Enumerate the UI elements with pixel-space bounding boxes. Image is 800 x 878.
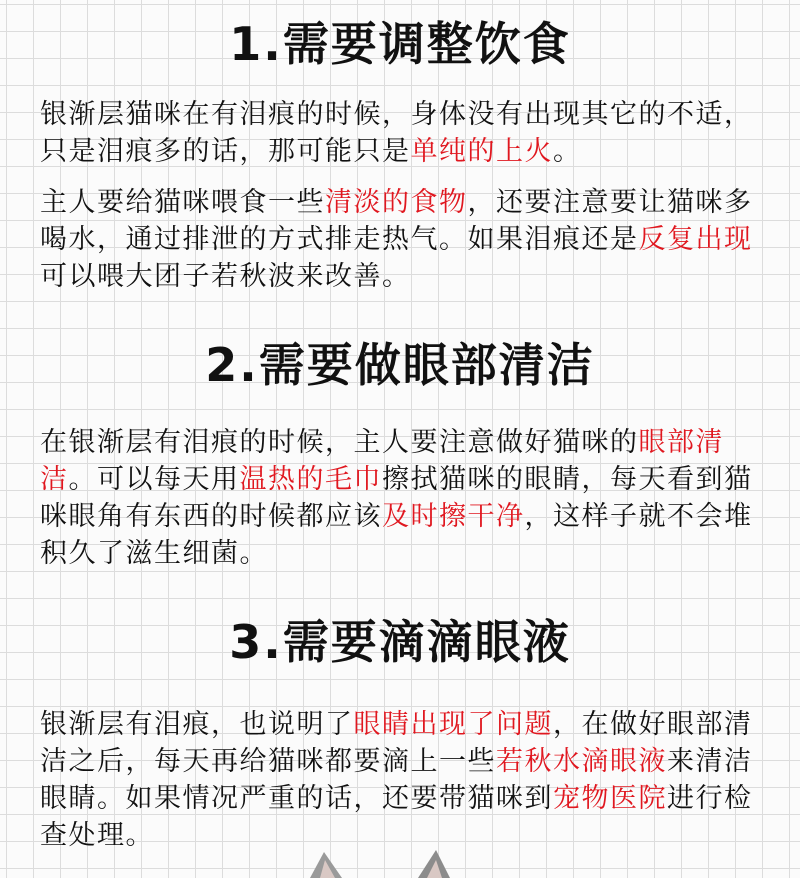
text-segment: 在银渐层有泪痕的时候，主人要注意做好猫咪的 [40, 427, 639, 458]
highlight-text: 反复出现 [638, 224, 753, 255]
text-segment: 银渐层有泪痕，也说明了 [40, 709, 354, 740]
section-1-heading: 1.需要调整饮食 [229, 17, 571, 71]
highlight-text: 宠物医院 [553, 783, 667, 814]
text-segment: ，还要注意要让猫咪多喝水，通过排泄的方式排走热气。如果泪痕还是 [40, 187, 753, 255]
section-2-paragraph-1 [40, 424, 770, 572]
section-3-heading: 3.需要滴滴眼液 [229, 615, 571, 669]
text-segment: 可以喂大团子若秋波来改善。 [40, 261, 411, 292]
section-1-paragraph-2 [40, 184, 770, 295]
text-segment: 擦拭猫咪的眼睛，每天看到猫咪眼角有东西的时候都应该 [40, 464, 753, 532]
text-segment: 。 [553, 136, 582, 167]
cat-ears-photo [290, 848, 470, 878]
text-segment: ，在做好眼部清洁之后，每天再给猫咪都要滴上一些 [40, 709, 753, 777]
text-segment: 进行检查处理。 [40, 783, 753, 851]
highlight-text: 及时擦干净 [382, 501, 525, 532]
highlight-text: 单纯的上火 [410, 136, 553, 167]
section-2-heading: 2.需要做眼部清洁 [205, 338, 595, 392]
text-segment: ，这样子就不会堆积久了滋生细菌。 [40, 501, 753, 569]
section-1-paragraph-1 [40, 96, 770, 170]
highlight-text: 眼睛出现了问题 [353, 709, 553, 740]
text-segment: 主人要给猫咪喂食一些 [40, 187, 325, 218]
section-3-paragraph-1 [40, 706, 770, 854]
highlight-text: 温热的毛巾 [239, 464, 382, 495]
text-segment: 银渐层猫咪在有泪痕的时候，身体没有出现其它的不适，只是泪痕多的话，那可能只是 [40, 99, 753, 167]
highlight-text: 清淡的食物 [325, 187, 468, 218]
text-segment: 。可以每天用 [68, 464, 240, 495]
text-segment: 来清洁眼睛。如果情况严重的话，还要带猫咪到 [40, 746, 753, 814]
highlight-text: 若秋水滴眼液 [496, 746, 667, 777]
highlight-text: 眼部清洁 [40, 427, 724, 495]
